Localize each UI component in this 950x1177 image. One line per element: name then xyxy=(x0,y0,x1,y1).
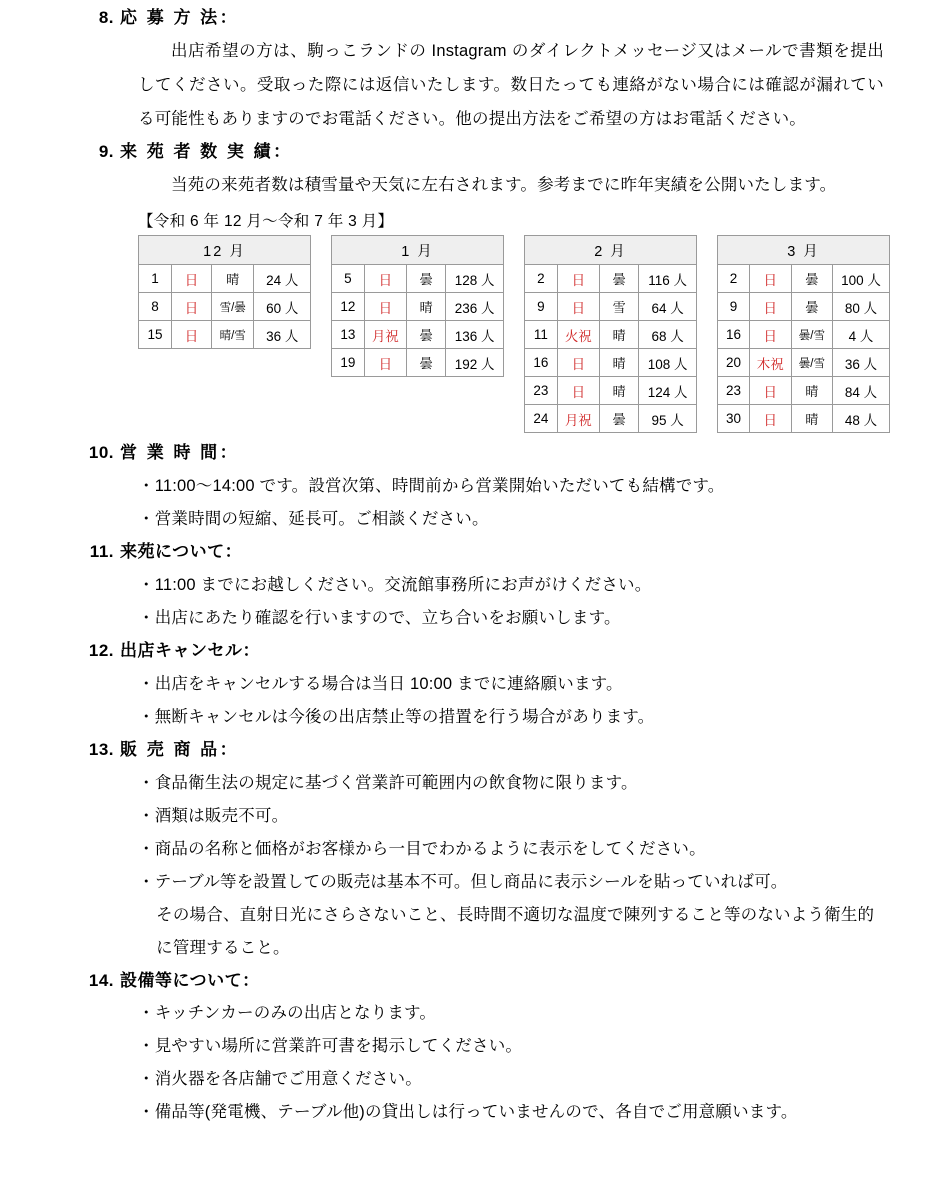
section-title: 出店キャンセル xyxy=(120,640,243,660)
bullet-continuation: その場合、直射日光にさらさないこと、長時間不適切な温度で陳列すること等のないよう衛生的に管理すること。 xyxy=(156,905,875,957)
bullet-item: ・無断キャンセルは今後の出店禁止等の措置を行う場合があります。 xyxy=(138,707,655,726)
attendance-row xyxy=(525,405,697,433)
attendance-count: 108 人 xyxy=(639,349,697,377)
attendance-weekday: 月祝 xyxy=(557,405,599,433)
attendance-weekday: 木祝 xyxy=(749,349,791,377)
attendance-day: 9 xyxy=(525,293,558,321)
bullet-item: ・キッチンカーのみの出店となります。 xyxy=(138,1004,437,1023)
attendance-weather: 曇 xyxy=(791,265,832,293)
attendance-count: 60 人 xyxy=(254,293,311,321)
attendance-day: 2 xyxy=(525,265,558,293)
section-bullets xyxy=(138,668,890,734)
section-paragraph: 当苑の来苑者数は積雪量や天気に左右されます。参考までに昨年実績を公開いたします。 xyxy=(171,176,837,195)
attendance-day: 20 xyxy=(718,349,750,377)
attendance-table-header: 2 月 xyxy=(525,236,697,265)
attendance-table xyxy=(138,235,311,349)
section-number: 11. xyxy=(89,541,114,561)
attendance-weekday: 日 xyxy=(172,293,212,321)
attendance-weather: 曇 xyxy=(791,293,832,321)
attendance-tables xyxy=(138,235,890,433)
attendance-row xyxy=(718,405,890,433)
attendance-weekday: 日 xyxy=(749,377,791,405)
section-heading xyxy=(80,736,890,765)
attendance-count: 236 人 xyxy=(446,293,504,321)
attendance-weekday: 日 xyxy=(557,293,599,321)
bullet-item: ・見やすい場所に営業許可書を掲示してください。 xyxy=(138,1037,523,1056)
bullet-item: ・11:00 までにお越しください。交流館事務所にお声がけください。 xyxy=(138,575,652,594)
bullet-item: ・酒類は販売不可。 xyxy=(138,806,289,825)
attendance-count: 136 人 xyxy=(446,321,504,349)
bullet-item: ・出店をキャンセルする場合は当日 10:00 までに連絡願います。 xyxy=(138,674,623,693)
attendance-weather: 晴 xyxy=(599,377,638,405)
attendance-table xyxy=(524,235,697,433)
document-section xyxy=(80,637,890,734)
attendance-row xyxy=(332,265,504,293)
attendance-row xyxy=(718,349,890,377)
section-bullets xyxy=(138,767,890,965)
attendance-row xyxy=(525,321,697,349)
section-title: 来苑について xyxy=(120,541,225,561)
attendance-row xyxy=(525,265,697,293)
attendance-count: 116 人 xyxy=(639,265,697,293)
attendance-day: 30 xyxy=(718,405,750,433)
attendance-weather: 晴 xyxy=(791,405,832,433)
attendance-weekday: 日 xyxy=(557,349,599,377)
attendance-weather: 曇 xyxy=(406,349,445,377)
section-number: 12. xyxy=(88,640,114,660)
section-paragraph: 出店希望の方は、駒っこランドの Instagram のダイレクトメッセージ又はメールで書類を提出してください。受取った際には返信いたします。数日たっても連絡がない場合には確認が漏れている可能性もありますのでお電話ください。他の提出方法をご希望の方はお電話ください。 xyxy=(138,41,884,128)
attendance-day: 23 xyxy=(718,377,750,405)
section-heading xyxy=(80,4,890,33)
section-number: 10. xyxy=(88,443,114,463)
attendance-weekday: 日 xyxy=(749,265,791,293)
section-heading xyxy=(80,138,890,167)
weather-split-text: 曇/雪 xyxy=(798,329,825,342)
attendance-day: 12 xyxy=(332,293,365,321)
section-colon: ： xyxy=(273,142,291,162)
weather-split-text: 雪/曇 xyxy=(219,301,246,314)
section-bullets xyxy=(138,997,890,1129)
section-colon: ： xyxy=(242,640,260,660)
attendance-weather xyxy=(791,321,832,349)
attendance-day: 24 xyxy=(525,405,558,433)
attendance-weather xyxy=(212,321,254,349)
attendance-weekday: 日 xyxy=(364,265,406,293)
bullet-item: ・テーブル等を設置しての販売は基本不可。但し商品に表示シールを貼っていれば可。 xyxy=(138,872,788,891)
bullet-item: ・商品の名称と価格がお客様から一目でわかるように表示をしてください。 xyxy=(138,839,706,858)
attendance-row xyxy=(332,349,504,377)
weather-split-text: 晴/雪 xyxy=(219,329,246,342)
attendance-row xyxy=(718,321,890,349)
attendance-weather: 曇 xyxy=(599,405,638,433)
attendance-day: 15 xyxy=(139,321,172,349)
attendance-table xyxy=(717,235,890,433)
attendance-day: 13 xyxy=(332,321,365,349)
attendance-weekday: 日 xyxy=(557,377,599,405)
attendance-day: 23 xyxy=(525,377,558,405)
attendance-weather: 晴 xyxy=(212,265,254,293)
document-section xyxy=(80,967,890,1130)
document-section xyxy=(80,538,890,635)
attendance-weather: 晴 xyxy=(599,349,638,377)
document-body xyxy=(80,4,890,1129)
attendance-count: 24 人 xyxy=(254,265,311,293)
attendance-row xyxy=(332,293,504,321)
attendance-weekday: 日 xyxy=(364,349,406,377)
document-section xyxy=(80,439,890,536)
attendance-day: 1 xyxy=(139,265,172,293)
attendance-weekday: 日 xyxy=(749,405,791,433)
bullet-item: ・11:00～14:00 です。設営次第、時間前から営業開始いただいても結構です。 xyxy=(138,476,725,495)
attendance-weekday: 日 xyxy=(557,265,599,293)
attendance-day: 9 xyxy=(718,293,750,321)
document-section xyxy=(80,736,890,965)
attendance-weather: 雪 xyxy=(599,293,638,321)
attendance-row xyxy=(139,293,311,321)
document-section xyxy=(80,4,890,136)
attendance-weekday: 日 xyxy=(749,293,791,321)
attendance-count: 100 人 xyxy=(833,265,890,293)
section-bullets xyxy=(138,569,890,635)
bullet-item: ・営業時間の短縮、延長可。ご相談ください。 xyxy=(138,509,489,528)
attendance-count: 124 人 xyxy=(639,377,697,405)
attendance-weekday: 月祝 xyxy=(364,321,406,349)
attendance-count: 95 人 xyxy=(639,405,697,433)
attendance-weekday: 日 xyxy=(172,321,212,349)
attendance-day: 8 xyxy=(139,293,172,321)
section-title: 営 業 時 間 xyxy=(120,443,220,463)
attendance-row xyxy=(525,377,697,405)
weather-split-text: 曇/雪 xyxy=(798,357,825,370)
attendance-weekday: 日 xyxy=(749,321,791,349)
attendance-row xyxy=(525,349,697,377)
attendance-day: 19 xyxy=(332,349,365,377)
section-title: 応 募 方 法 xyxy=(120,8,220,27)
attendance-row xyxy=(139,265,311,293)
attendance-count: 48 人 xyxy=(833,405,890,433)
section-heading xyxy=(80,439,890,468)
attendance-day: 16 xyxy=(525,349,558,377)
bullet-item: ・備品等(発電機、テーブル他)の貸出しは行っていませんので、各自でご用意願います。 xyxy=(138,1103,798,1122)
attendance-row xyxy=(525,293,697,321)
section-heading xyxy=(80,538,890,567)
attendance-weekday: 日 xyxy=(172,265,212,293)
bullet-item: ・出店にあたり確認を行いますので、立ち合いをお願いします。 xyxy=(138,608,621,627)
attendance-count: 84 人 xyxy=(833,377,890,405)
attendance-row xyxy=(332,321,504,349)
section-number: 13. xyxy=(88,739,114,759)
attendance-weather: 曇 xyxy=(406,265,445,293)
attendance-weather xyxy=(791,349,832,377)
document-section xyxy=(80,138,890,433)
attendance-weekday: 日 xyxy=(364,293,406,321)
attendance-count: 192 人 xyxy=(446,349,504,377)
attendance-count: 4 人 xyxy=(833,321,890,349)
attendance-day: 16 xyxy=(718,321,750,349)
section-heading xyxy=(80,967,890,996)
attendance-count: 36 人 xyxy=(833,349,890,377)
attendance-weather: 曇 xyxy=(599,265,638,293)
attendance-weekday: 火祝 xyxy=(557,321,599,349)
section-colon: ： xyxy=(219,739,237,759)
section-title: 設備等について xyxy=(120,970,243,990)
attendance-weather: 晴 xyxy=(406,293,445,321)
attendance-count: 128 人 xyxy=(446,265,504,293)
attendance-table-header: 1 月 xyxy=(332,236,504,265)
section-colon: ： xyxy=(224,541,242,561)
attendance-weather: 晴 xyxy=(791,377,832,405)
attendance-row xyxy=(139,321,311,349)
attendance-table-header: 12 月 xyxy=(139,236,311,265)
attendance-count: 68 人 xyxy=(639,321,697,349)
attendance-day: 2 xyxy=(718,265,750,293)
section-bullets xyxy=(138,470,890,536)
section-title: 販 売 商 品 xyxy=(120,739,220,759)
attendance-count: 36 人 xyxy=(254,321,311,349)
table-period-label: 【令和 6 年 12 月～令和 7 年 3 月】 xyxy=(138,213,394,231)
section-heading xyxy=(80,637,890,666)
section-colon: ： xyxy=(242,970,260,990)
bullet-item: ・消火器を各店舗でご用意ください。 xyxy=(138,1070,422,1089)
section-title: 来 苑 者 数 実 績 xyxy=(120,142,274,162)
attendance-weather: 晴 xyxy=(599,321,638,349)
section-number: 14. xyxy=(88,970,114,990)
section-number: 8. xyxy=(98,8,114,27)
attendance-row xyxy=(718,265,890,293)
attendance-day: 11 xyxy=(525,321,558,349)
bullet-item xyxy=(138,899,890,965)
bullet-item: ・食品衛生法の規定に基づく営業許可範囲内の飲食物に限ります。 xyxy=(138,773,638,792)
attendance-row xyxy=(718,377,890,405)
attendance-weather xyxy=(212,293,254,321)
attendance-weather: 曇 xyxy=(406,321,445,349)
section-colon: ： xyxy=(219,443,237,463)
attendance-day: 5 xyxy=(332,265,365,293)
attendance-row xyxy=(718,293,890,321)
section-number: 9. xyxy=(98,142,114,162)
attendance-count: 80 人 xyxy=(833,293,890,321)
attendance-count: 64 人 xyxy=(639,293,697,321)
attendance-table xyxy=(331,235,504,377)
attendance-table-header: 3 月 xyxy=(718,236,890,265)
section-colon: ： xyxy=(219,8,237,27)
